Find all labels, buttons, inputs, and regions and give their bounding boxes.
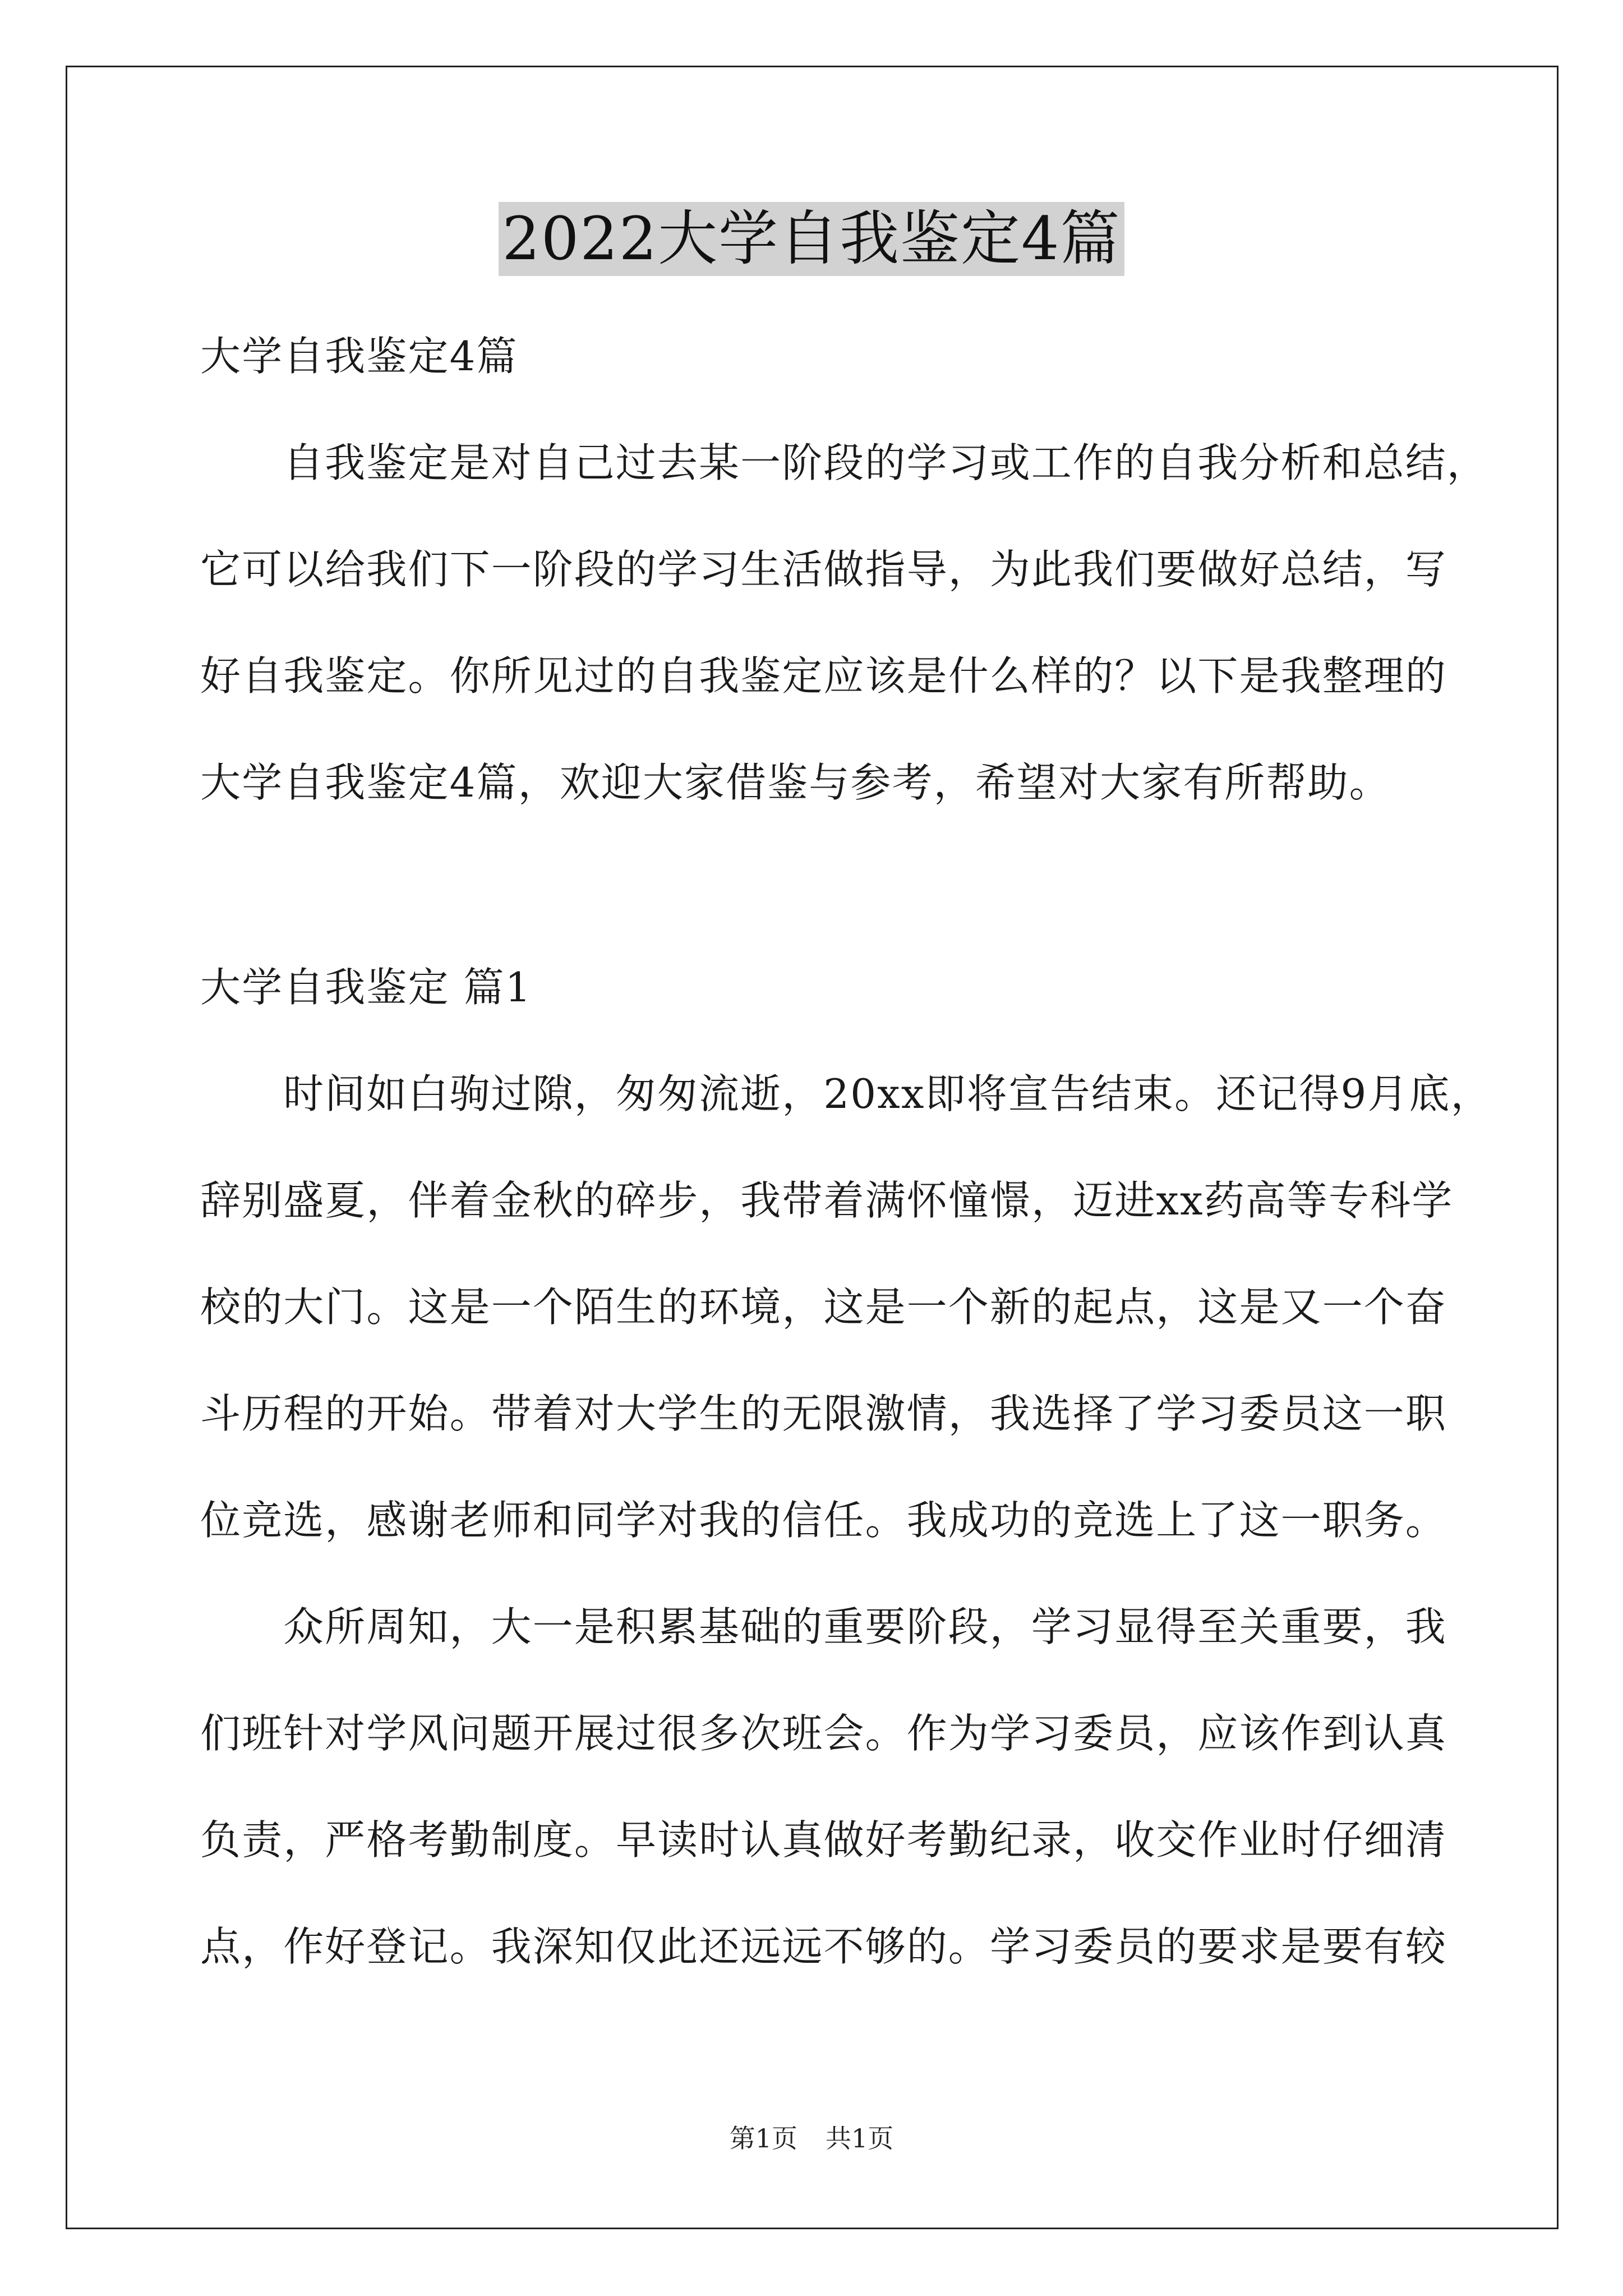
document-title: 2022大学自我鉴定4篇 xyxy=(499,202,1124,276)
paragraph-line: 辞别盛夏，伴着金秋的碎步，我带着满怀憧憬，迈进xx药高等专科学 xyxy=(200,1177,1454,1224)
intro-line: 自我鉴定是对自己过去某一阶段的学习或工作的自我分析和总结， xyxy=(283,439,1488,486)
paragraph-line: 校的大门。这是一个陌生的环境，这是一个新的起点，这是又一个奋 xyxy=(200,1283,1447,1331)
document-subtitle: 大学自我鉴定4篇 xyxy=(200,333,518,380)
page-total: 共1页 xyxy=(826,2123,894,2154)
intro-line: 好自我鉴定。你所见过的自我鉴定应该是什么样的？以下是我整理的 xyxy=(200,652,1447,700)
intro-line: 大学自我鉴定4篇，欢迎大家借鉴与参考，希望对大家有所帮助。 xyxy=(200,759,1391,806)
paragraph-line: 们班针对学风问题开展过很多次班会。作为学习委员，应该作到认真 xyxy=(200,1710,1447,1757)
document-body xyxy=(200,303,1492,2000)
title-area xyxy=(0,202,1623,276)
intro-line: 它可以给我们下一阶段的学习生活做指导，为此我们要做好总结，写 xyxy=(200,546,1447,593)
page-footer xyxy=(0,2122,1623,2155)
section-gap xyxy=(200,836,1423,934)
section-heading: 大学自我鉴定 篇1 xyxy=(200,964,532,1011)
paragraph-line: 时间如白驹过隙，匆匆流逝，20xx即将宣告结束。还记得9月底， xyxy=(283,1070,1492,1117)
paragraph-line: 负责，严格考勤制度。早读时认真做好考勤纪录，收交作业时仔细清 xyxy=(200,1816,1447,1864)
paragraph-line: 斗历程的开始。带着对大学生的无限激情，我选择了学习委员这一职 xyxy=(200,1390,1447,1437)
paragraph-line: 众所周知，大一是积累基础的重要阶段，学习显得至关重要，我 xyxy=(283,1603,1447,1650)
page-number: 第1页 xyxy=(729,2123,797,2154)
paragraph-line: 位竞选，感谢老师和同学对我的信任。我成功的竞选上了这一职务。 xyxy=(200,1497,1447,1544)
paragraph-line: 点，作好登记。我深知仅此还远远不够的。学习委员的要求是要有较 xyxy=(200,1923,1447,1970)
